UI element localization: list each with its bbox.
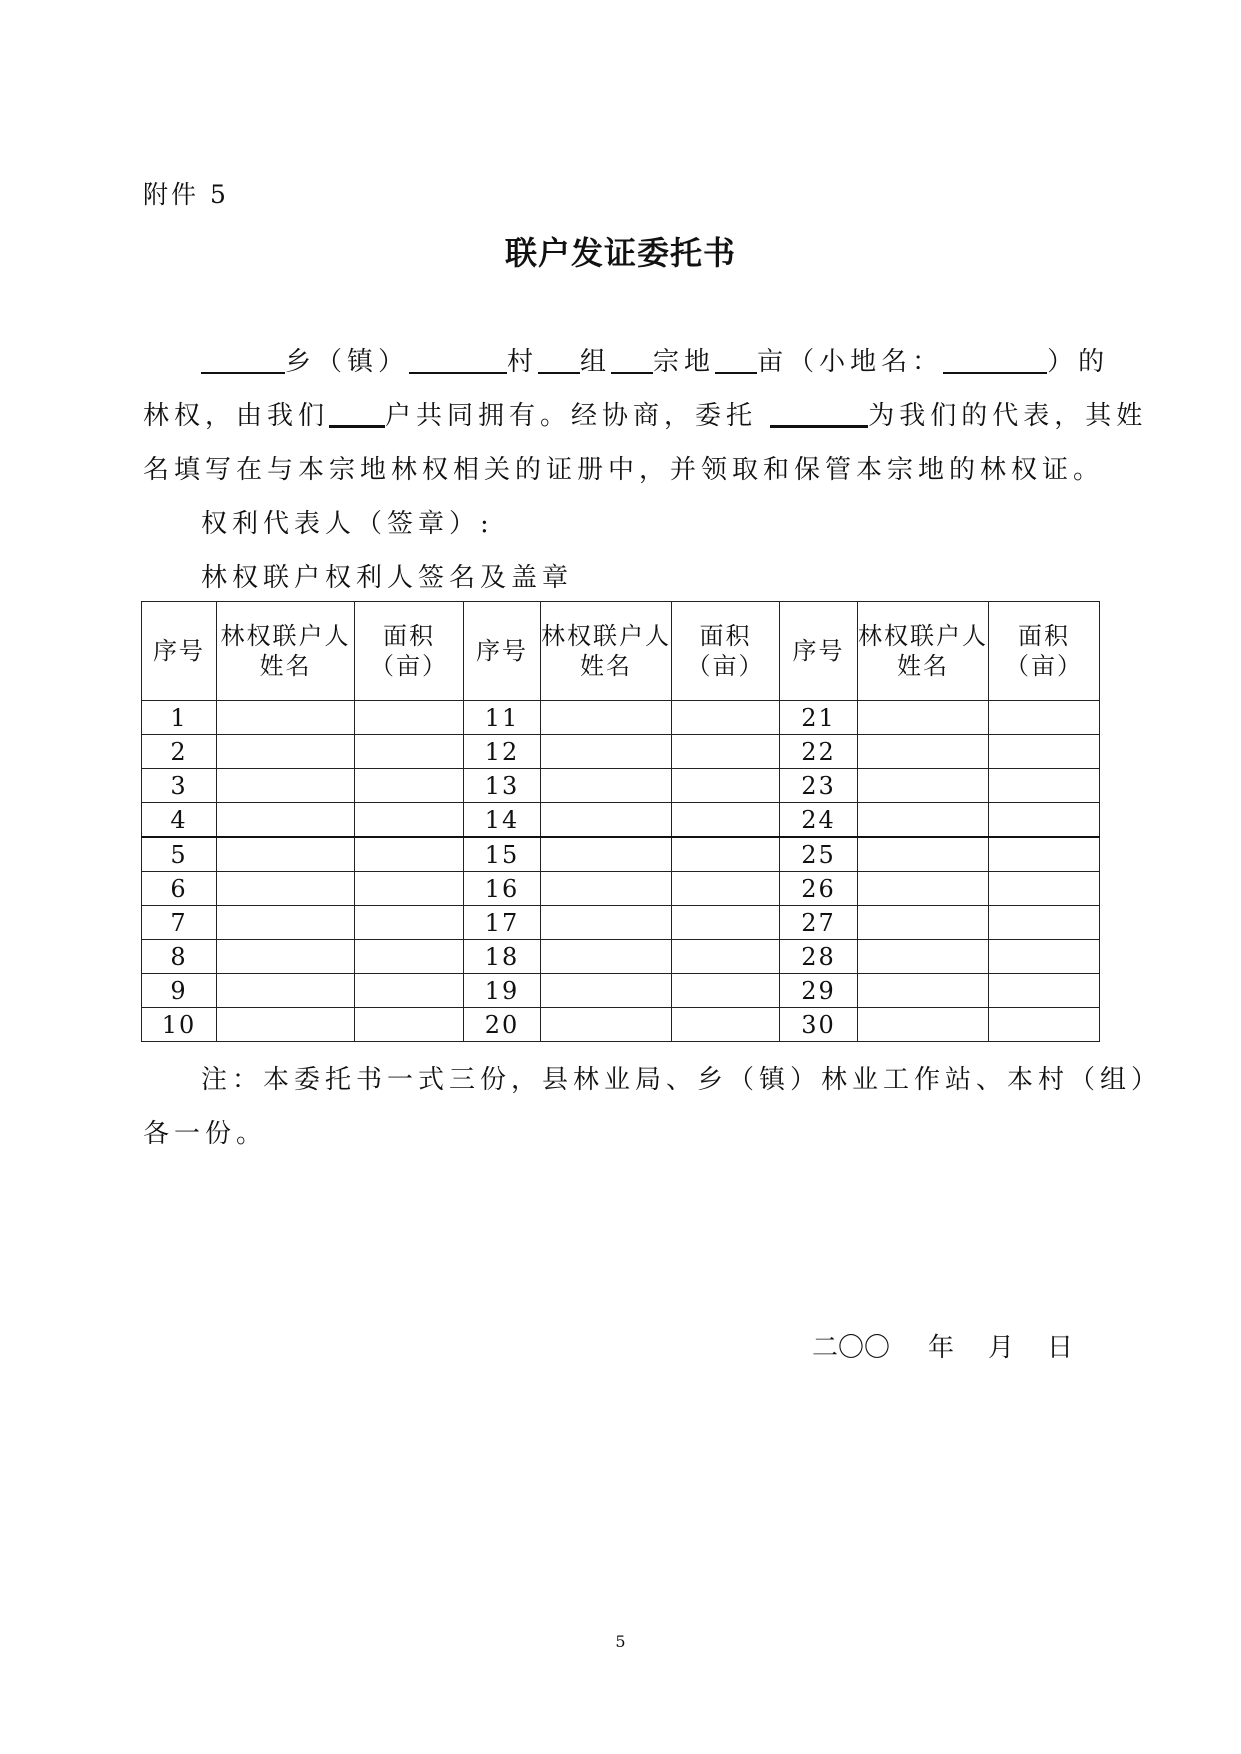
household-count-blank[interactable] (329, 399, 385, 428)
seq-cell: 7 (142, 906, 217, 940)
holder-name-cell[interactable] (217, 872, 355, 906)
header-area-2: 面积（亩） (672, 602, 780, 701)
area-cell[interactable] (355, 769, 464, 803)
note-line-2: 各一份。 (143, 1119, 268, 1149)
holder-name-cell[interactable] (217, 974, 355, 1008)
seq-cell: 18 (464, 940, 541, 974)
table-row (142, 735, 1100, 769)
area-cell[interactable] (989, 769, 1100, 803)
area-cell[interactable] (989, 701, 1100, 735)
village-blank[interactable] (409, 346, 507, 374)
holder-name-cell[interactable] (858, 974, 989, 1008)
area-cell[interactable] (989, 872, 1100, 906)
table-row (142, 906, 1100, 940)
table-row (142, 701, 1100, 735)
holder-name-cell[interactable] (858, 1008, 989, 1042)
holder-name-cell[interactable] (541, 974, 672, 1008)
holder-name-cell[interactable] (541, 803, 672, 838)
table-row (142, 769, 1100, 803)
area-cell[interactable] (355, 837, 464, 872)
seq-cell: 30 (780, 1008, 858, 1042)
holder-name-cell[interactable] (858, 906, 989, 940)
holder-name-cell[interactable] (858, 803, 989, 838)
seq-cell: 14 (464, 803, 541, 838)
seq-cell: 15 (464, 837, 541, 872)
seq-cell: 20 (464, 1008, 541, 1042)
holder-name-cell[interactable] (858, 940, 989, 974)
place-name-blank[interactable] (943, 346, 1047, 374)
holder-name-cell[interactable] (541, 906, 672, 940)
holder-name-cell[interactable] (858, 769, 989, 803)
area-cell[interactable] (355, 906, 464, 940)
area-cell[interactable] (672, 701, 780, 735)
header-name-2: 林权联户人姓名 (541, 602, 672, 701)
table-row (142, 803, 1100, 838)
area-cell[interactable] (672, 906, 780, 940)
holder-name-cell[interactable] (217, 735, 355, 769)
area-cell[interactable] (355, 701, 464, 735)
annex-label: 附件 5 (143, 180, 229, 209)
header-area-1: 面积（亩） (355, 602, 464, 701)
area-cell[interactable] (672, 735, 780, 769)
seq-cell: 19 (464, 974, 541, 1008)
area-cell[interactable] (672, 837, 780, 872)
holder-name-cell[interactable] (217, 940, 355, 974)
header-name-3: 林权联户人姓名 (858, 602, 989, 701)
seq-cell: 27 (780, 906, 858, 940)
village-label: 村 (507, 347, 539, 377)
seq-cell: 26 (780, 872, 858, 906)
household-text: 户共同拥有。经协商，委托 (385, 401, 771, 431)
area-cell[interactable] (672, 974, 780, 1008)
table-row (142, 940, 1100, 974)
area-cell[interactable] (989, 940, 1100, 974)
area-cell[interactable] (672, 1008, 780, 1042)
seq-cell: 28 (780, 940, 858, 974)
area-cell[interactable] (355, 940, 464, 974)
group-label: 组 (580, 347, 612, 377)
area-cell[interactable] (672, 803, 780, 838)
table-row (142, 872, 1100, 906)
seq-cell: 2 (142, 735, 217, 769)
note-line-1: 注：本委托书一式三份，县林业局、乡（镇）林业工作站、本村（组） (201, 1065, 1163, 1095)
date-year: 年 (928, 1333, 955, 1363)
holder-name-cell[interactable] (217, 837, 355, 872)
area-cell[interactable] (355, 872, 464, 906)
members-signature-label: 林权联户权利人签名及盖章 (201, 563, 574, 593)
seq-cell: 11 (464, 701, 541, 735)
header-seq-1: 序号 (142, 602, 217, 701)
area-cell[interactable] (355, 1008, 464, 1042)
seq-cell: 25 (780, 837, 858, 872)
holder-name-cell[interactable] (541, 735, 672, 769)
area-cell[interactable] (989, 1008, 1100, 1042)
holder-name-cell[interactable] (541, 872, 672, 906)
date-prefix: 二〇〇 (812, 1333, 891, 1363)
holder-name-cell[interactable] (217, 803, 355, 838)
seq-cell: 13 (464, 769, 541, 803)
header-seq-2: 序号 (464, 602, 541, 701)
seq-cell: 29 (780, 974, 858, 1008)
area-cell[interactable] (672, 872, 780, 906)
representative-text: 为我们的代表，其姓 (868, 401, 1148, 431)
document-title: 联户发证委托书 (504, 234, 736, 272)
seq-cell: 16 (464, 872, 541, 906)
representative-blank[interactable] (770, 399, 868, 428)
area-cell[interactable] (672, 940, 780, 974)
township-label: 乡（镇） (285, 347, 410, 377)
forest-rights-text: 林权，由我们 (143, 401, 330, 431)
paragraph-line-2 (143, 395, 1147, 432)
seq-cell: 1 (142, 701, 217, 735)
joint-holders-table (141, 601, 1100, 1042)
area-cell[interactable] (989, 735, 1100, 769)
area-label: 亩（小地名： (757, 347, 944, 377)
holder-name-cell[interactable] (541, 940, 672, 974)
table-header-row (142, 602, 1100, 701)
holder-name-cell[interactable] (858, 837, 989, 872)
area-cell[interactable] (989, 837, 1100, 872)
seq-cell: 6 (142, 872, 217, 906)
group-blank[interactable] (538, 346, 580, 374)
seq-cell: 22 (780, 735, 858, 769)
seq-cell: 24 (780, 803, 858, 838)
holder-name-cell[interactable] (217, 769, 355, 803)
seq-cell: 12 (464, 735, 541, 769)
seq-cell: 8 (142, 940, 217, 974)
place-name-suffix: ）的 (1047, 347, 1110, 377)
holder-name-cell[interactable] (541, 1008, 672, 1042)
header-area-3: 面积（亩） (989, 602, 1100, 701)
holder-name-cell[interactable] (858, 872, 989, 906)
representative-signature-label: 权利代表人（签章）: (201, 509, 494, 539)
header-name-1: 林权联户人姓名 (217, 602, 355, 701)
area-cell[interactable] (355, 974, 464, 1008)
page-number: 5 (615, 1632, 626, 1651)
parcel-blank[interactable] (611, 346, 653, 374)
holder-name-cell[interactable] (217, 1008, 355, 1042)
parcel-label: 宗地 (653, 347, 716, 377)
seq-cell: 10 (142, 1008, 217, 1042)
seq-cell: 23 (780, 769, 858, 803)
area-blank[interactable] (715, 346, 757, 374)
area-cell[interactable] (355, 803, 464, 838)
paragraph-line-3: 名填写在与本宗地林权相关的证册中，并领取和保管本宗地的林权证。 (143, 455, 1105, 485)
table-row (142, 1008, 1100, 1042)
paragraph-line-1 (201, 341, 1109, 378)
seq-cell: 21 (780, 701, 858, 735)
date-month: 月 (988, 1333, 1015, 1363)
holder-name-cell[interactable] (858, 735, 989, 769)
holder-name-cell[interactable] (541, 837, 672, 872)
area-cell[interactable] (989, 803, 1100, 838)
seq-cell: 5 (142, 837, 217, 872)
date-day: 日 (1047, 1333, 1074, 1363)
table-row (142, 974, 1100, 1008)
holder-name-cell[interactable] (541, 701, 672, 735)
holder-name-cell[interactable] (217, 906, 355, 940)
area-cell[interactable] (355, 735, 464, 769)
seq-cell: 4 (142, 803, 217, 838)
holder-name-cell[interactable] (541, 769, 672, 803)
holder-name-cell[interactable] (217, 701, 355, 735)
seq-cell: 3 (142, 769, 217, 803)
township-blank[interactable] (201, 346, 285, 374)
table-row (142, 837, 1100, 872)
area-cell[interactable] (989, 974, 1100, 1008)
seq-cell: 17 (464, 906, 541, 940)
seq-cell: 9 (142, 974, 217, 1008)
area-cell[interactable] (989, 906, 1100, 940)
header-seq-3: 序号 (780, 602, 858, 701)
area-cell[interactable] (672, 769, 780, 803)
holder-name-cell[interactable] (858, 701, 989, 735)
